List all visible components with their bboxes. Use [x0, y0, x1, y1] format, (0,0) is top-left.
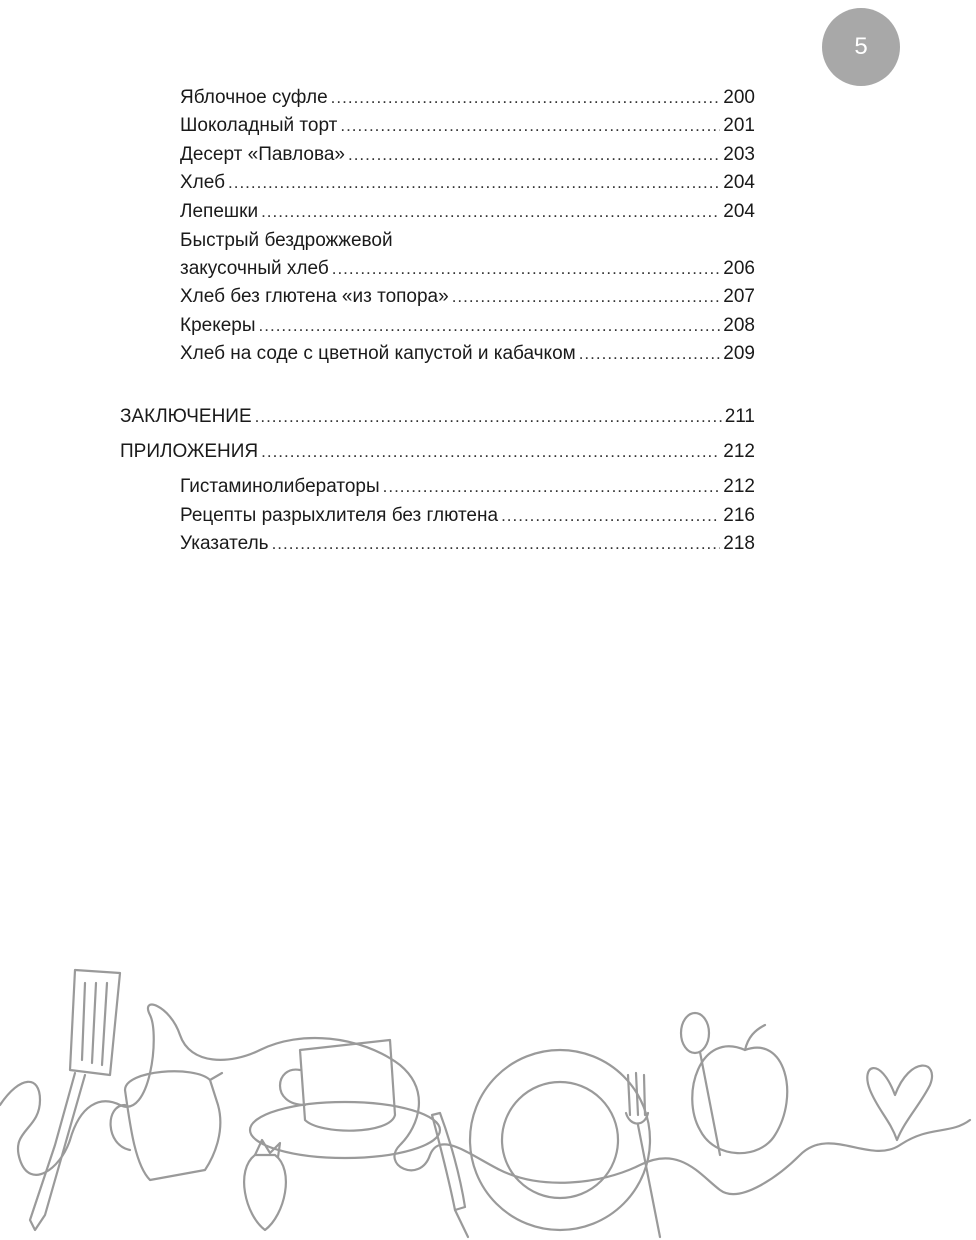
heart-icon: [867, 1066, 932, 1140]
toc-entry[interactable]: [180, 199, 755, 225]
dot-leader: [255, 404, 722, 430]
dot-leader: [261, 439, 720, 465]
toc-entry-page: 201: [723, 115, 755, 136]
dot-leader: [272, 531, 721, 557]
plate-icon: [470, 1050, 650, 1230]
toc-entry-title: Хлеб на соде с цветной капустой и кабачком: [180, 343, 576, 364]
toc-entry[interactable]: [180, 531, 755, 557]
toc-entry[interactable]: [180, 170, 755, 196]
toc-entry-title: Хлеб: [180, 172, 225, 193]
toc-section-title: ПРИЛОЖЕНИЯ: [120, 441, 259, 462]
page-number-badge: 5: [822, 8, 900, 86]
toc-entry-page: 212: [723, 476, 755, 497]
toc-entry-page: 212: [723, 441, 755, 462]
toc-entry-page: 204: [723, 201, 755, 222]
toc-entry[interactable]: [180, 256, 755, 282]
toc-entry-title: Быстрый бездрожжевой: [180, 230, 393, 251]
toc-entry-title: Указатель: [180, 533, 269, 554]
toc-entry-page: 218: [723, 533, 755, 554]
toc-entry-page: 203: [723, 144, 755, 165]
toc-section[interactable]: [120, 439, 755, 465]
toc-entry-title: Лепешки: [180, 201, 259, 222]
toc-entry-page: 216: [723, 505, 755, 526]
toc-entry-page: 209: [723, 343, 755, 364]
toc-entry-first-line[interactable]: [180, 228, 755, 254]
toc-entry[interactable]: [180, 85, 755, 111]
dot-leader: [332, 256, 721, 282]
dot-leader: [383, 474, 721, 500]
kitchen-line-art: [0, 955, 976, 1240]
table-of-contents: [0, 0, 976, 600]
dot-leader: [579, 341, 721, 367]
toc-entry-title: Рецепты разрыхлителя без глютена: [180, 505, 499, 526]
toc-entry-title: Яблочное суфле: [180, 87, 328, 108]
toc-section-title: ЗАКЛЮЧЕНИЕ: [120, 406, 252, 427]
decorative-line: [0, 1005, 970, 1194]
toc-entry-title: Крекеры: [180, 315, 256, 336]
toc-entry[interactable]: [180, 284, 755, 310]
toc-entry-title: Шоколадный торт: [180, 115, 338, 136]
toc-entry-title: Гистаминолибераторы: [180, 476, 380, 497]
toc-entry-title: Десерт «Павлова»: [180, 144, 345, 165]
toc-entry-page: 206: [723, 258, 755, 279]
dot-leader: [259, 313, 721, 339]
dot-leader: [228, 170, 720, 196]
dot-leader: [261, 199, 720, 225]
cup-and-saucer-icon: [250, 1040, 440, 1158]
toc-entry-title: Хлеб без глютена «из топора»: [180, 286, 449, 307]
toc-section[interactable]: [120, 404, 755, 430]
jug-icon: [111, 1071, 222, 1180]
dot-leader: [331, 85, 721, 111]
toc-entry[interactable]: [180, 503, 755, 529]
fork-icon: [626, 1073, 660, 1237]
toc-entry[interactable]: [180, 474, 755, 500]
toc-entry-page: 211: [724, 406, 755, 427]
toc-entry[interactable]: [180, 142, 755, 168]
toc-entry[interactable]: [180, 113, 755, 139]
dot-leader: [348, 142, 720, 168]
dot-leader: [340, 113, 720, 139]
spoon-icon: [681, 1013, 720, 1155]
toc-entry[interactable]: [180, 341, 755, 367]
strawberry-icon: [244, 1140, 286, 1230]
dot-leader: [501, 503, 720, 529]
knife-icon: [432, 1113, 468, 1237]
toc-entry-page: 208: [723, 315, 755, 336]
toc-entry[interactable]: [180, 313, 755, 339]
spatula-icon: [30, 970, 120, 1230]
toc-entry-page: 207: [723, 286, 755, 307]
toc-entry-page: 204: [723, 172, 755, 193]
toc-entry-page: 200: [723, 87, 755, 108]
toc-entry-title: закусочный хлеб: [180, 258, 329, 279]
dot-leader: [452, 284, 721, 310]
